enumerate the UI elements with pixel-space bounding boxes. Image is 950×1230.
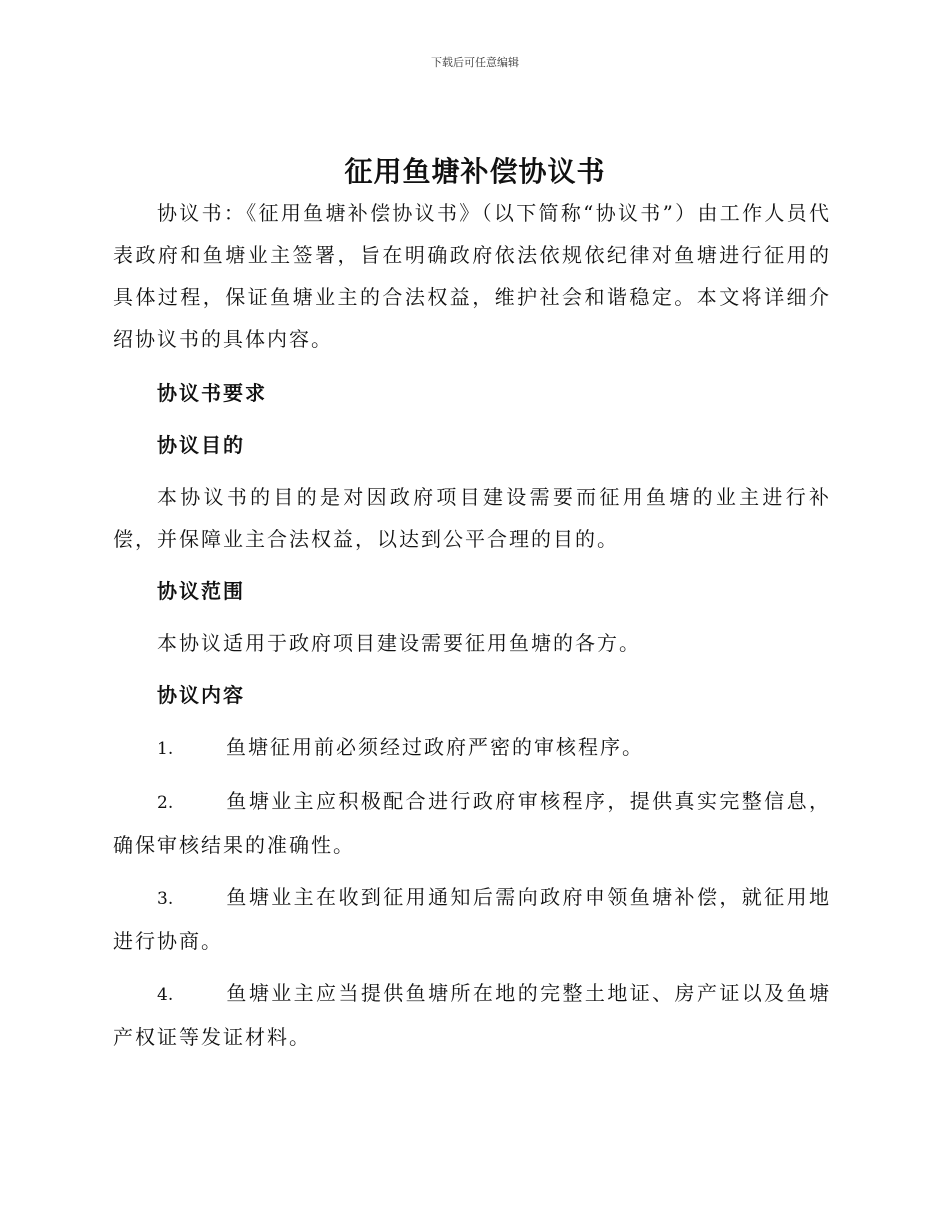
- list-item-text: 鱼塘业主应积极配合进行政府审核程序，提供真实完整信息，确保审核结果的准确性。: [113, 789, 831, 857]
- scope-paragraph: 本协议适用于政府项目建设需要征用鱼塘的各方。: [157, 631, 641, 655]
- list-item-number: 1.: [157, 739, 174, 759]
- purpose-paragraph: 本协议书的目的是对因政府项目建设需要而征用鱼塘的业主进行补偿，并保障业主合法权益，以达到公平合理的目的。: [113, 485, 831, 551]
- list-item-number: 4.: [157, 985, 174, 1005]
- list-item: [113, 726, 831, 770]
- list-item: [113, 780, 831, 866]
- page-header-note: 下载后可任意编辑: [431, 56, 519, 69]
- list-item-number: 2.: [157, 793, 174, 813]
- section-heading-scope: 协议范围: [157, 579, 245, 603]
- list-item: [113, 972, 831, 1058]
- list-item-text: 鱼塘业主在收到征用通知后需向政府申领鱼塘补偿，就征用地进行协商。: [113, 885, 831, 953]
- document-title: 征用鱼塘补偿协议书: [344, 155, 606, 188]
- list-item-text: 鱼塘征用前必须经过政府严密的审核程序。: [226, 735, 644, 759]
- section-heading-purpose: 协议目的: [157, 433, 245, 457]
- list-item: [113, 876, 831, 962]
- section-heading-content: 协议内容: [157, 683, 245, 707]
- section-heading-requirements: 协议书要求: [157, 381, 267, 405]
- list-item-text: 鱼塘业主应当提供鱼塘所在地的完整土地证、房产证以及鱼塘产权证等发证材料。: [113, 981, 831, 1049]
- intro-paragraph: 协议书：《征用鱼塘补偿协议书》（以下简称“协议书”）由工作人员代表政府和鱼塘业主签署，旨在明确政府依法依规依纪律对鱼塘进行征用的具体过程，保证鱼塘业主的合法权益，维护社会和谐稳定。本文将详细介绍协议书的具体内容。: [113, 201, 831, 351]
- document-body: [113, 192, 831, 1058]
- list-item-number: 3.: [157, 889, 174, 909]
